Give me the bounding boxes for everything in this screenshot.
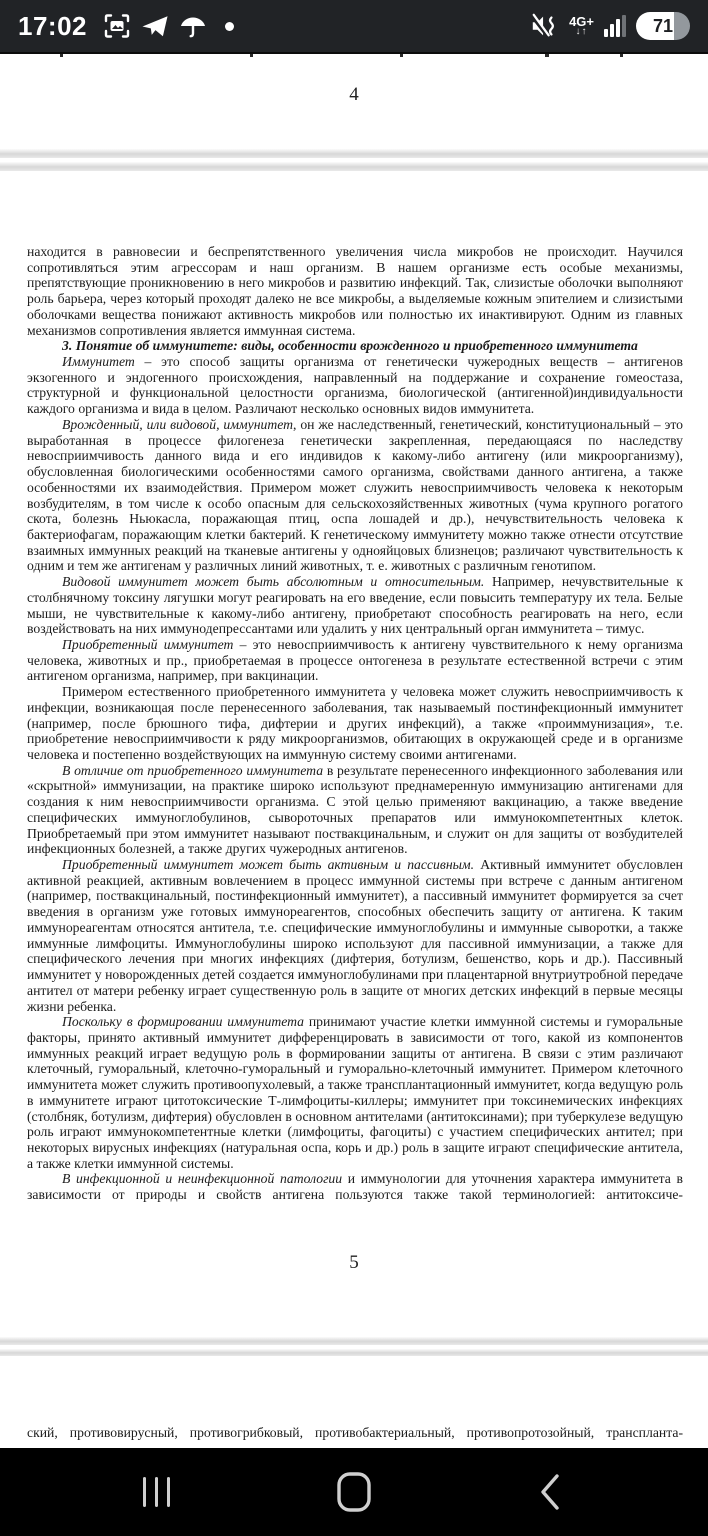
- paragraph-text: принимают участие клетки иммунной системы и гуморальные факторы, принято активный иммунитет дифференцировать в зависимости от того, какой из компонентов иммунных реакций играет ведущую роль в формировании защиты от антигена. В связи с этим различают клеточный, гуморальный, клеточно-гуморальный и гуморально-клеточный иммунитет. Примером клеточного иммунитета может служить противоопухолевый, а также трансплантационный иммунитет, когда ведущую роль в иммунитете играют цитотоксические Т-лимфоциты-киллеры; иммунитет при токсинемических инфекциях (столбняк, ботулизм, дифтерия) обусловлен в основном антителами (антитоксинами); при туберкулезе ведущую роль играют иммунокомпетентные клетки (лимфоциты, фагоциты) с участием специфических антител; при некоторых вирусных инфекциях (натуральная оспа, корь и др.) роль в защите играют специфические антитела, а также клетки иммунной системы.: [27, 1014, 683, 1171]
- signal-strength-icon: [604, 15, 626, 37]
- page-separator: [0, 149, 708, 158]
- paragraph-lead: Поскольку в формировании иммунитета: [62, 1014, 305, 1030]
- paragraph: [27, 1014, 683, 1171]
- page-number-4: 4: [349, 84, 359, 105]
- paragraph-text: и иммунологии для уточнения характера иммунитета в зависимости от природы и свойств антигена пользуются также такой терминологией: антитоксиче-: [27, 1171, 683, 1203]
- paragraph-lead: Врожденный, или видовой, иммунитет: [62, 416, 294, 432]
- back-button[interactable]: [490, 1448, 610, 1536]
- paragraph-text: Активный иммунитет обусловлен активной реакцией, активным вовлечением в процесс иммунной системы при встрече с данным антигеном (например, поствакцинальный, постинфекционный иммунитет), а пассивный иммунитет формируется за счет введения в организм уже готовых иммунореагентов, способных обеспечить защиту от антигена. К таким иммунореагентам относятся антитела, т.е. специфические иммуноглобулины и иммунные сыворотки, а также иммунные лимфоциты. Иммуноглобулины широко используют для пассивной иммунизации, а также для специфического лечения при многих инфекциях (дифтерия, ботулизм, бешенство, корь и др.). Пассивный иммунитет у новорожденных детей создается иммуноглобулинами при плацентарной внутриутробной передаче антител от матери ребенку играет существенную роль в защите от многих детских инфекций в первые месяцы жизни ребенка.: [27, 857, 683, 1014]
- network-arrows: ↓↑: [575, 26, 588, 37]
- paragraph: [27, 684, 683, 763]
- paragraph: [27, 574, 683, 637]
- home-icon: [336, 1471, 372, 1513]
- screenshot-icon: [103, 12, 131, 40]
- page-separator: [0, 1349, 708, 1356]
- paragraph-text: – это невосприимчивость к антигену чувствительного к нему организма человека, животных и пр., приобретаемая в процессе онтогенеза в результате естественной встречи с этим антигеном организма, например, при вакцинации.: [27, 636, 683, 684]
- android-nav-bar: [0, 1448, 708, 1536]
- paragraph-text: находится в равновесии и беспрепятственного увеличения числа микробов не происходит. Научился сопротивляться этим агрессорам и наш организм. В нашем организме есть особые механизмы, препятствующие проникновению в него микробов и развитию инфекций. Так, слизистые оболочки выполняют роль барьера, через который проходят далеко не все микробы, а выделяемые кожным эпителием и слизистыми оболочками вещества понижают активность микробов или полностью их инактивируют. Одним из главных механизмов сопротивления является иммунная система.: [27, 244, 683, 338]
- network-label: 4G+: [569, 14, 594, 29]
- paragraph: [27, 417, 683, 574]
- umbrella-icon: [179, 13, 207, 39]
- section-heading: [27, 338, 683, 354]
- paragraph: [27, 1171, 683, 1202]
- paragraph-lead: Приобретенный иммунитет может быть активным и пассивным.: [62, 857, 475, 873]
- paragraph: [27, 637, 683, 684]
- heading-text: 3. Понятие об иммунитете: виды, особенности врожденного и приобретенного иммунитета: [62, 338, 638, 354]
- network-type-icon: [569, 15, 594, 37]
- paragraph-lead: В инфекционной и неинфекционной патологии: [62, 1171, 343, 1187]
- page-5-text: [27, 244, 683, 1250]
- page-separator: [0, 162, 708, 171]
- paragraph: [27, 857, 683, 1014]
- home-button[interactable]: [294, 1448, 414, 1536]
- paragraph-text: в результате перенесенного инфекционного заболевания или «скрытной» иммунизации, на практике широко используют преднамеренную иммунизацию антигенами для создания к ним невосприимчивости организма. С этой целью применяют вакцинацию, а также введение специфических иммуноглобулинов, сывороточных препаратов или иммунокомпетентных клеток. Приобретаемый при этом иммунитет называют поствакцинальным, и служит он для защиты от возбудителей инфекционных болезней, а также других чужеродных антигенов.: [27, 762, 683, 857]
- paragraph: [27, 354, 683, 417]
- paragraph-lead: В отличие от приобретенного иммунитета: [62, 762, 324, 778]
- paragraph-text: – это способ защиты организма от генетически чужеродных веществ – антигенов экзогенного и эндогенного происхождения, направленный на поддержание и сохранение гомеостаза, структурной и функциональной целостности организма, биологической (антигенной)индивидуальности каждого организма и вида в целом. Различают несколько основных видов иммунитета.: [27, 354, 683, 417]
- paragraph-lead: Видовой иммунитет может быть абсолютным и относительным.: [62, 574, 485, 590]
- recents-button[interactable]: [96, 1448, 216, 1536]
- paragraph-text: , он же наследственный, генетический, конституциональный – это выработанная в процессе филогенеза генетически закрепленная, передающаяся по наследству невосприимчивость данного вида и его индивидов к какому-либо антигену (или микроорганизму), обусловленная биологическими особенностями самого организма, свойствами данного антигена, а также особенностями их взаимодействия. Примером может служить невосприимчивость человека к некоторым возбудителям, в том числе к особо опасным для сельскохозяйственных животных (чума крупного рогатого скота, болезнь Ньюкасла, поражающая птиц, оспа лошадей и др.), нечувствительность человека к бактериофагам, поражающим клетки бактерий. К генетическому иммунитету можно также отнести отсутствие взаимных иммунных реакций на тканевые антигены у однояйцовых близнецов; различают чувствительность к одним и тем же антигенам у различных линий животных, т. е. животных с различным генотипом.: [27, 416, 683, 574]
- page-number-5: 5: [349, 1252, 359, 1273]
- battery-indicator: [636, 12, 690, 40]
- paragraph-lead: Приобретенный иммунитет: [62, 636, 234, 652]
- next-page-text-fragment: ский, противовирусный, противогрибковый, противобактериальный, противопротозойный, транспланта-: [27, 1425, 683, 1440]
- page-separator: [0, 1337, 708, 1345]
- paragraph: [27, 244, 683, 338]
- document-viewer[interactable]: [0, 54, 708, 1448]
- clock: 17:02: [18, 10, 87, 41]
- recents-icon: [143, 1477, 170, 1507]
- status-bar: [0, 0, 708, 54]
- paragraph-text: Примером естественного приобретенного иммунитета у человека может служить невосприимчивость к инфекции, возникающая после перенесенного заболевания, так называемый постинфекционный иммунитет (например, после брюшного тифа, дифтерии и других инфекций), а также «проиммунизация», т.е. приобретение невосприимчивости к ряду микроорганизмов, обитающих в окружающей среде и в организме человека и постепенно воздействующих на иммунную систему своими антигенами.: [27, 684, 683, 762]
- paragraph: [27, 763, 683, 857]
- mute-vibrate-icon: [529, 12, 559, 40]
- notification-dot: [225, 22, 234, 31]
- back-icon: [537, 1472, 563, 1512]
- battery-percent: 71: [652, 15, 674, 36]
- telegram-icon: [141, 13, 169, 39]
- paragraph-lead: Иммунитет: [62, 354, 135, 370]
- paragraph-text: Например, нечувствительные к столбнячному токсину лягушки могут реагировать на его введение, если повысить температуру их тела. Белые мыши, не чувствительные к какому-либо антигену, приобретают способность реагировать на него, если воздействовать на них иммунодепрессантами или удалить у них центральный орган иммунитета – тимус.: [27, 574, 683, 637]
